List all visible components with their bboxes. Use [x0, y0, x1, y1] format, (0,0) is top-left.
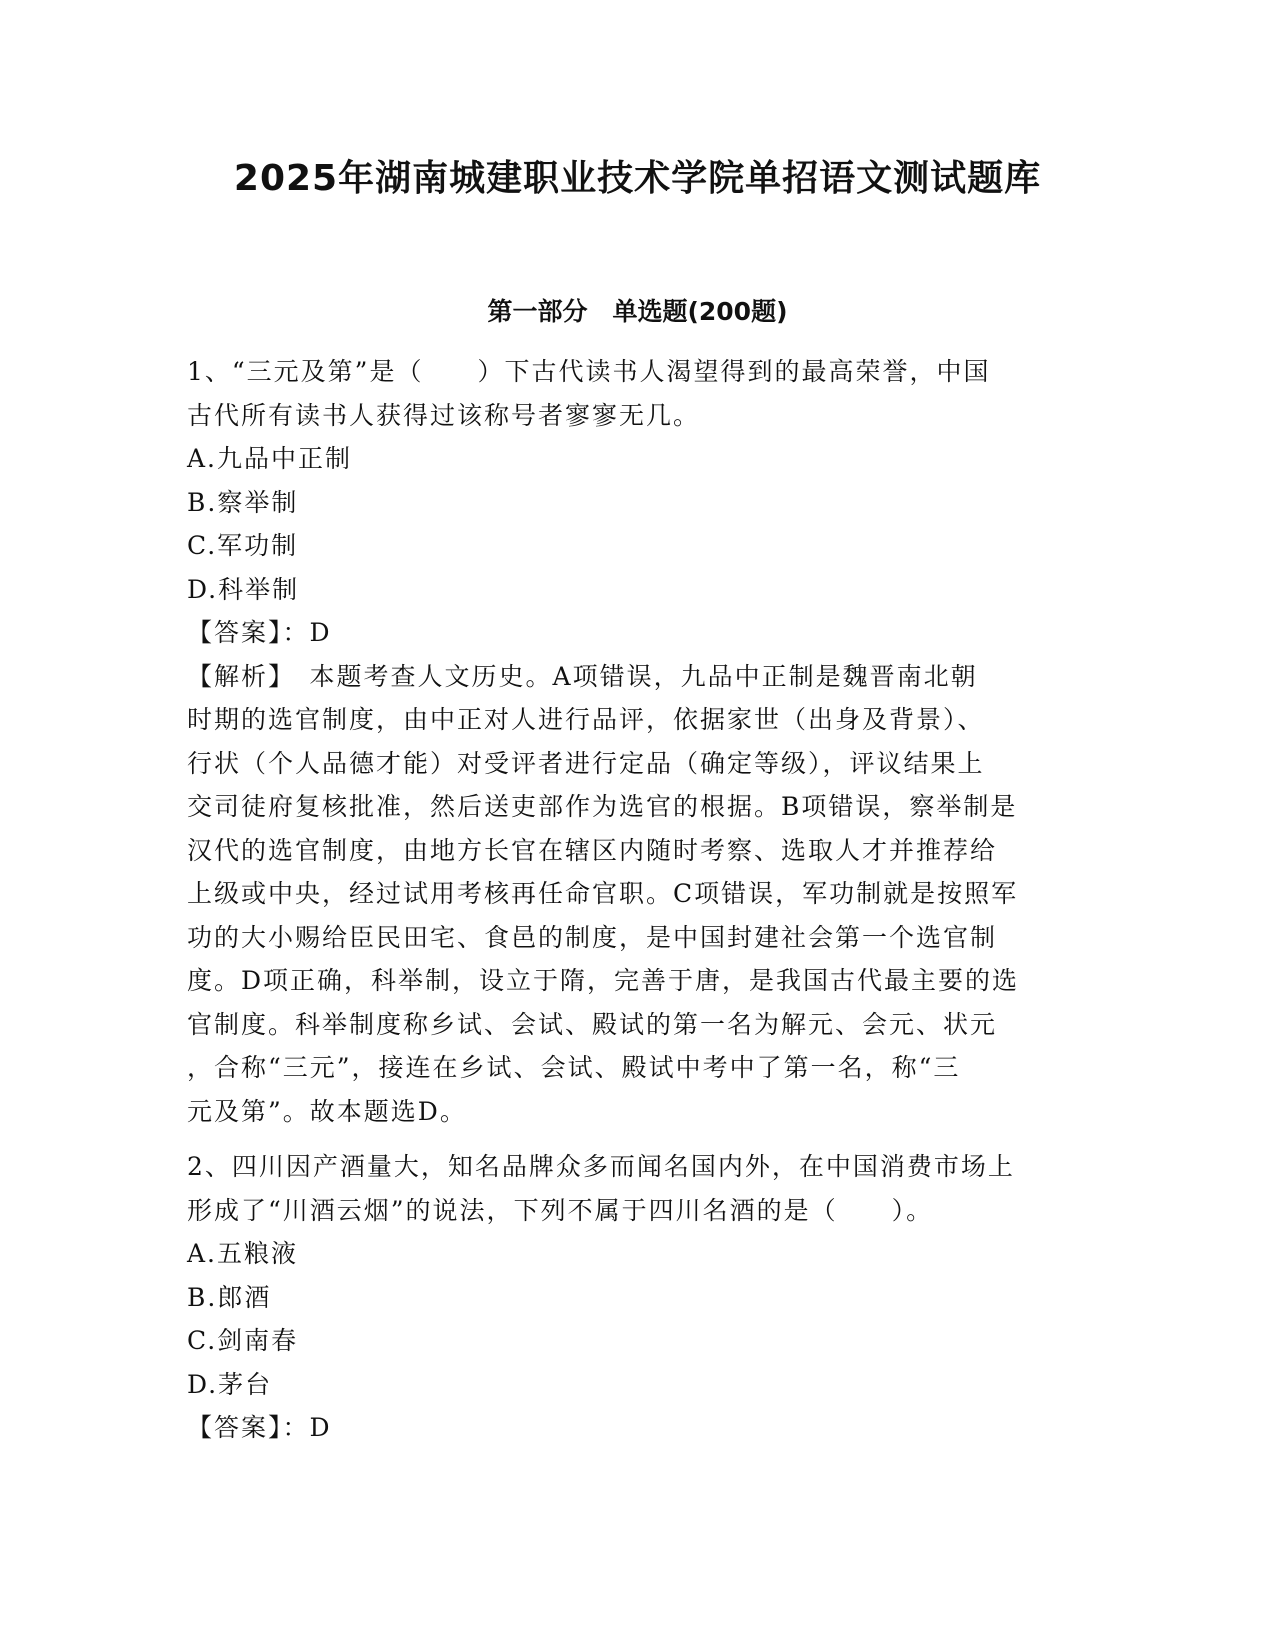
question-list — [187, 350, 1092, 1450]
question-2-option-a: A.五粮液 — [187, 1239, 299, 1268]
document-title: 2025年湖南城建职业技术学院单招语文测试题库 — [233, 158, 1042, 199]
question-1-analysis-line-3: 行状（个人品德才能）对受评者进行定品（确定等级），评议结果上 — [187, 748, 985, 778]
question-1-analysis-line-8: 度。D项正确，科举制，设立于隋，完善于唐，是我国古代最主要的选 — [187, 966, 1020, 995]
question-2 — [187, 1145, 1092, 1450]
analysis-label: 【解析】 — [187, 661, 283, 691]
question-1-stem-line-2: 古代所有读书人获得过该称号者寥寥无几。 — [187, 400, 701, 430]
question-2-option-c: C.剑南春 — [187, 1326, 299, 1355]
question-1-stem-line-1: 1、“三元及第”是（ ）下古代读书人渴望得到的最高荣誉，中国 — [187, 357, 991, 386]
answer-label: 【答案】： — [187, 618, 310, 647]
question-1-analysis-line-11: 元及第”。故本题选D。 — [187, 1096, 467, 1126]
question-1-analysis-line-2: 时期的选官制度，由中正对人进行品评，依据家世（出身及背景）、 — [187, 705, 985, 734]
section-title: 第一部分 单选题(200题) — [487, 297, 788, 326]
answer-value: D — [309, 1413, 332, 1442]
question-1-analysis-line-6: 上级或中央，经过试用考核再任命官职。C项错误，军功制就是按照军 — [187, 879, 1019, 908]
question-1-option-b: B.察举制 — [187, 487, 299, 517]
question-2-option-b: B.郎酒 — [187, 1282, 272, 1312]
question-1 — [187, 350, 1092, 1133]
question-1-analysis-line-1 — [187, 655, 1092, 699]
question-2-answer — [187, 1406, 1092, 1450]
question-2-option-d: D.茅台 — [187, 1369, 273, 1399]
answer-value: D — [309, 618, 332, 647]
question-1-option-c: C.军功制 — [187, 531, 299, 560]
question-1-analysis-line-4: 交司徒府复核批准，然后送吏部作为选官的根据。B项错误，察举制是 — [187, 792, 1018, 821]
question-2-stem-line-2: 形成了“川酒云烟”的说法，下列不属于四川名酒的是（ ）。 — [187, 1195, 934, 1225]
question-1-option-a: A.九品中正制 — [187, 444, 353, 473]
question-1-analysis-line-10: ，合称“三元”，接连在乡试、会试、殿试中考中了第一名，称“三 — [187, 1053, 961, 1082]
analysis-text: 本题考查人文历史。A项错误，九品中正制是魏晋南北朝 — [282, 661, 978, 691]
answer-label: 【答案】： — [187, 1413, 310, 1442]
question-2-stem-line-1: 2、四川因产酒量大，知名品牌众多而闻名国内外，在中国消费市场上 — [187, 1152, 1015, 1181]
question-1-option-d: D.科举制 — [187, 574, 300, 604]
question-1-analysis-line-9: 官制度。科举制度称乡试、会试、殿试的第一名为解元、会元、状元 — [187, 1009, 998, 1039]
question-1-analysis-line-5: 汉代的选官制度，由地方长官在辖区内随时考察、选取人才并推荐给 — [187, 835, 998, 865]
question-1-analysis-line-7: 功的大小赐给臣民田宅、食邑的制度，是中国封建社会第一个选官制 — [187, 922, 998, 952]
question-1-answer — [187, 611, 1092, 655]
